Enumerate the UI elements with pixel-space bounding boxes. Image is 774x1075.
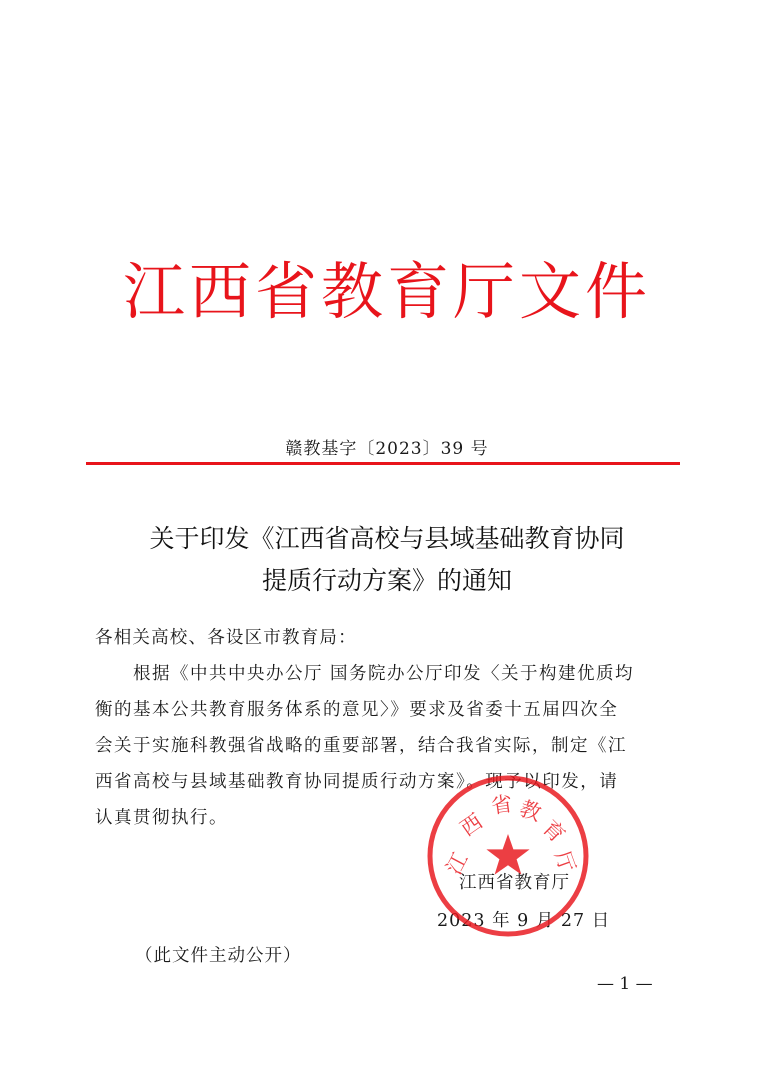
body-line: 西省高校与县域基础教育协同提质行动方案》。现予以印发，请: [95, 772, 619, 792]
red-divider-line: [86, 462, 680, 465]
page-number: — 1 —: [597, 974, 653, 994]
issue-date: 2023 年 9 月 27 日: [437, 911, 611, 931]
document-title: [90, 518, 684, 602]
seal-character: 西: [455, 809, 487, 842]
document-number: 赣教基字〔2023〕39 号: [285, 439, 489, 459]
document-title-line-2: 提质行动方案》的通知: [261, 566, 512, 595]
issuer-name: 江西省教育厅: [459, 873, 570, 893]
document-header-title: 江西省教育厅文件: [122, 255, 651, 328]
seal-character: 厅: [550, 847, 580, 876]
body-line: 衡的基本公共教育服务体系的意见〉》要求及省委十五届四次全: [95, 700, 619, 720]
seal-character: 省: [489, 791, 514, 819]
official-seal: [424, 772, 592, 940]
seal-character: 教: [516, 796, 545, 826]
document-title-line-1: 关于印发《江西省高校与县域基础教育协同: [149, 524, 625, 553]
recipients: 各相关高校、各设区市教育局：: [95, 628, 357, 648]
public-disclosure-note: （此文件主动公开）: [135, 946, 302, 966]
body-line: 根据《中共中央办公厅 国务院办公厅印发〈关于构建优质均: [133, 664, 635, 684]
body-text: [95, 656, 685, 836]
seal-character: 江: [441, 848, 473, 879]
body-line: 会关于实施科教强省战略的重要部署，结合我省实际，制定《江: [95, 736, 627, 756]
seal-character: 育: [537, 815, 570, 848]
star-icon: [486, 834, 529, 875]
body-line: 认真贯彻执行。: [95, 808, 228, 828]
